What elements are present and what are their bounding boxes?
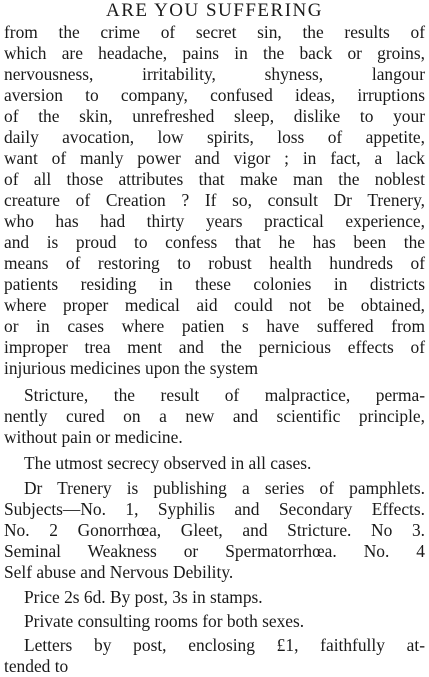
body-line: where proper medical aid could not be obtained, [4, 295, 425, 315]
body-line: aversion to company, confused ideas, irruptions [4, 85, 425, 105]
body-line: No. 2 Gonorrhœa, Gleet, and Stricture. No 3. [4, 520, 425, 540]
body-line: of all those attributes that make man the noblest [4, 169, 425, 189]
body-line: or in cases where patien s have suffered from [4, 316, 425, 336]
body-line: and is proud to confess that he has been the [4, 232, 425, 252]
body-line: injurious medicines upon the system [4, 358, 259, 378]
body-line: Price 2s 6d. By post, 3s in stamps. [24, 587, 263, 607]
body-line: Subjects—No. 1, Syphilis and Secondary Effects. [4, 499, 425, 519]
body-line: which are headache, pains in the back or groins, [4, 43, 425, 63]
body-line: creature of Creation ? If so, consult Dr Trenery, [4, 190, 425, 210]
body-line: Letters by post, enclosing £1, faithfully at- [24, 635, 425, 655]
advertisement-clipping [4, 0, 425, 676]
body-line: nently cured on a new and scientific principle, [4, 406, 425, 426]
body-line: Self abuse and Nervous Debility. [4, 562, 234, 582]
headline: ARE YOU SUFFERING [106, 0, 323, 21]
body-line: Private consulting rooms for both sexes. [24, 611, 305, 631]
body-line: tended to [4, 656, 69, 676]
body-line: means of restoring to robust health hundreds of [4, 253, 425, 273]
body-line: improper trea ment and the pernicious effects of [4, 337, 425, 357]
body-line: Dr Trenery is publishing a series of pamphlets. [24, 478, 425, 498]
body-line: from the crime of secret sin, the results of [4, 22, 425, 42]
body-line: patients residing in these colonies in districts [4, 274, 425, 294]
body-line: Seminal Weakness or Spermatorrhœa. No. 4 [4, 541, 425, 561]
body-line: daily avocation, low spirits, loss of appetite, [4, 127, 425, 147]
body-line: The utmost secrecy observed in all cases. [24, 453, 312, 473]
body-line: without pain or medicine. [4, 427, 183, 447]
body-line: nervousness, irritability, shyness, langour [4, 64, 425, 84]
body-line: who has had thirty years practical experience, [4, 211, 425, 231]
body-line: of the skin, unrefreshed sleep, dislike to your [4, 106, 425, 126]
body-line: want of manly power and vigor ; in fact, a lack [4, 148, 425, 168]
body-line: Stricture, the result of malpractice, perma- [24, 385, 425, 405]
